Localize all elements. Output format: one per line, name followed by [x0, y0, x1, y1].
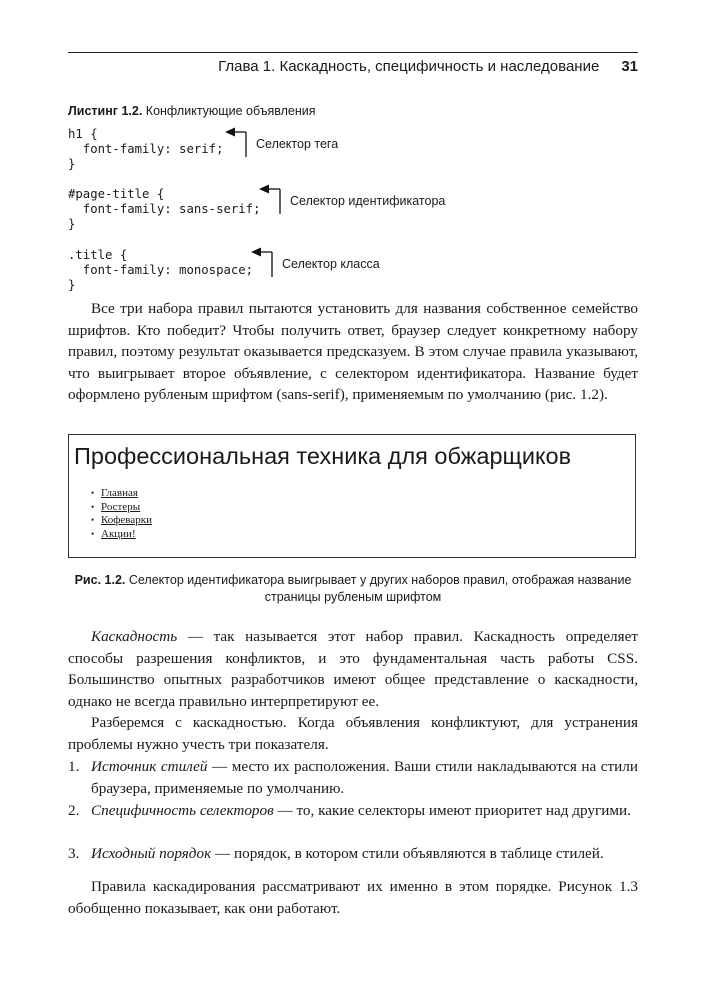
nav-link-brewers[interactable]: Кофеварки [101, 514, 152, 526]
code-block-tag: h1 { font-family: serif; } [68, 127, 224, 171]
callout-arrow-class [248, 246, 278, 280]
figure-nav-item [91, 487, 152, 501]
bullet-icon: • [91, 528, 95, 539]
chapter-title: Глава 1. Каскадность, специфичность и наследование [218, 58, 600, 75]
figure-screenshot [68, 434, 636, 558]
callout-tag-selector: Селектор тега [256, 137, 339, 151]
paragraph-2 [68, 626, 638, 712]
nav-link-home[interactable]: Главная [101, 487, 138, 499]
code-block-class: .title { font-family: monospace; } [68, 248, 254, 292]
paragraph-2-text: — так называется этот набор правил. Каскадность определяет способы разрешения конфликтов, и это фундаментальная часть работы CSS. Большинство опытных разработчиков имеют общее представление о каскадности, однако не всегда правильно интерпретируют ее. [68, 628, 638, 710]
figure-caption [68, 572, 638, 606]
figure-nav-item [91, 501, 152, 515]
figure-nav-item [91, 528, 152, 542]
bullet-icon: • [91, 515, 95, 525]
list-text: — то, какие селекторы имеют приоритет над другими. [273, 802, 631, 819]
list-text: — место их расположения. Ваши стили накладываются на стили браузера, применяемые по умолчанию. [91, 758, 639, 797]
figure-caption-label: Рис. 1.2. [74, 573, 126, 587]
nav-link-sales[interactable]: Акции! [101, 527, 136, 540]
listing-caption [68, 104, 316, 118]
figure-nav-list [91, 487, 152, 541]
list-term: Исходный порядок [91, 845, 212, 862]
list-term: Специфичность селекторов [91, 802, 274, 819]
bullet-icon: • [91, 488, 95, 498]
listing-title: Конфликтующие объявления [145, 104, 316, 118]
list-number: 2. [68, 802, 80, 819]
list-text: — порядок, в котором стили объявляются в таблице стилей. [211, 845, 604, 862]
callout-class-selector: Селектор класса [282, 257, 380, 271]
callout-arrow-tag [222, 126, 252, 160]
code-block-id: #page-title { font-family: sans-serif; } [68, 187, 261, 231]
paragraph-1: Все три набора правил пытаются установить для названия собственное семейство шрифтов. Кто победит? Чтобы получить ответ, браузер следует конкретному набору правил, поэтому результат оказывается предсказуем. В этом случае правила указывают, что выигрывает второе объявление, с селектором идентификатора. Название будет оформлено рубленым шрифтом (sans-serif), применяемым по умолчанию (рис. 1.2). [68, 300, 638, 403]
bullet-icon: • [91, 501, 95, 512]
list-item-1 [68, 756, 638, 799]
list-term: Источник стилей [91, 758, 208, 775]
nav-link-roasters[interactable]: Ростеры [101, 500, 141, 513]
figure-caption-text: Селектор идентификатора выигрывает у других наборов правил, отображая название страницы рубленым шрифтом [128, 573, 632, 604]
listing-label: Листинг 1.2. [68, 104, 143, 118]
callout-arrow-id [256, 183, 286, 217]
running-head [218, 58, 638, 75]
page-number: 31 [621, 58, 638, 75]
list-item-2 [68, 800, 638, 822]
callout-id-selector: Селектор идентификатора [290, 194, 446, 208]
paragraph-3: Разберемся с каскадностью. Когда объявления конфликтуют, для устранения проблемы нужно учесть три показателя. [68, 714, 638, 753]
list-number: 3. [68, 845, 80, 862]
figure-page-title: Профессиональная техника для обжарщиков [74, 443, 572, 469]
paragraph-4: Правила каскадирования рассматривают их именно в этом порядке. Рисунок 1.3 обобщенно показывает, как они работают. [68, 878, 638, 917]
header-rule [68, 52, 638, 53]
figure-nav-item [91, 514, 152, 528]
term-cascade: Каскадность [91, 628, 178, 645]
list-number: 1. [68, 758, 80, 775]
list-item-3 [68, 843, 638, 865]
